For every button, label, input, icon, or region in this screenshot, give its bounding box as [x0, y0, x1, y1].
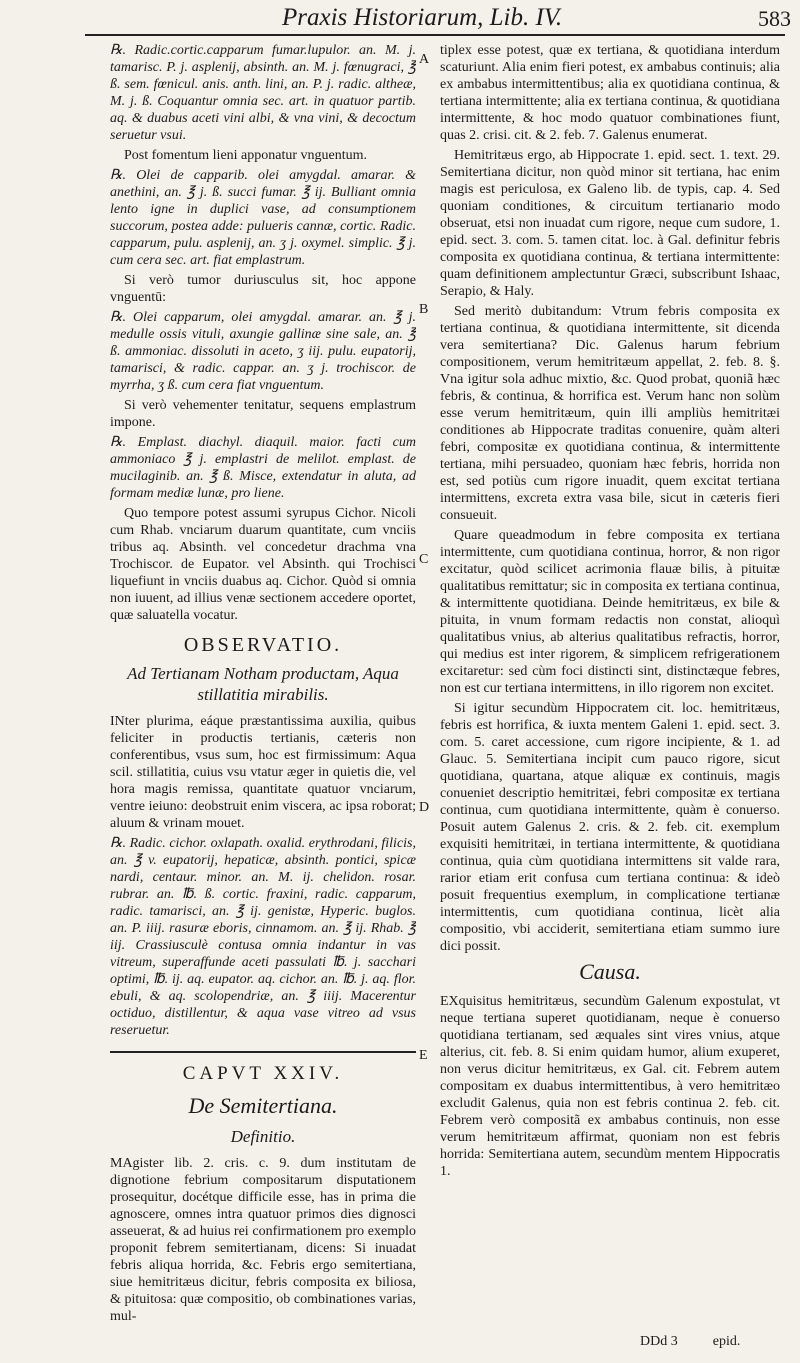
recipe-paragraph: ℞. Radic. cichor. oxlapath. oxalid. erythrodani, filicis, an. ℥ v. eupatorij, hepaticæ, absinth. pontici, spicæ nardi, centaur. minor. an. M. ij. chelidon. rosar. rubrar. an. ℔. ß. cortic. fraxini, radic. capparum, radic. tamarisci, an. ℥ ij. genistæ, Hyperic. buglos. an. P. iiij. rasuræ eboris, cinnamom. an. ℥ ij. Rhab. ℥ iij. Crassiusculè contusa omnia indantur in vas vitreum, superaffunde aceti passulati ℔. j. sacchari optimi, ℔. ij. aq. eupator. aq. cichor. an. ℔. j. aq. flor. ebuli, & aq. scolopendriæ, an. ℥ iiij. Macerentur octiduo, distillentur, & aqua vase vitreo ad vsus reseruetur.	[110, 836, 416, 1038]
text-paragraph: Quare queadmodum in febre composita ex tertiana intermittente, cum quotidiana continua, horror, & non rigor excitatur, quòd scilicet acrimonia flauæ bilis, à pituitæ qualitatibus remittatur; sic in composita ex tertiana continua, & intermittente quotidiana. Deinde hemitritæus, ex bile & pituita, in vnum formam redactis non constat, alioquì qualitatibus vnius, ab alterius qualitatibus refractis, horror, qui medius est inter rigorem, & simplicem refrigerationem excitaretur: sed cùm foci distincti sint, distinctæque febres, non est cur tertiana intermittens, in illo rigorem non excitet.	[440, 528, 780, 696]
margin-letter-d: D	[419, 800, 430, 815]
recipe-paragraph: ℞. Emplast. diachyl. diaquil. maior. facti cum ammoniaco ℥ j. emplastri de melilot. emplast. de mucilaginib. an. ℥ ß. Misce, extendatur in aluta, ad formam mediæ lunæ, pro liene.	[110, 435, 416, 501]
header-rule	[85, 34, 785, 36]
catchword: epid.	[712, 1334, 741, 1349]
left-column	[110, 42, 416, 1332]
margin-letter-b: B	[419, 302, 429, 317]
causa-heading: Causa.	[579, 959, 641, 984]
recipe-paragraph: ℞. Olei capparum, olei amygdal. amarar. an. ℥ j. medulle ossis vituli, axungie gallinæ sine sale, an. ℥ ß. ammoniac. dissoluti in aceto, ʒ iij. pulu. eupatorij, tamarisci, & radic. cappar. an. ʒ j. trochiscor. de myrrha, ʒ ß. cum cera fiat vnguentum.	[110, 310, 416, 393]
text-paragraph: Sed meritò dubitandum: Vtrum febris composita ex tertiana continua, & quotidiana intermittente, sit dicenda vera semitertiana? Dic. Galenus harum febrium compositionem, verum hemitritæum appellat, 2. feb. 8. §. Vna igitur sola adhuc mixtio, &c. Quod probat, quoniã hæc febris, & continua, & horrifica est. Verum hanc non solùm esse verum hemitritæum, quin illi ampliùs hemitritæi conditiones ab Hippocrate traditas conuenire, quàm alteri febri, compositæ ex quotidiana continua, & intermittente tertiana, mihi persuadeo, quoniam hæc febris, horrida non est, sed potiùs cum rigore inuadit, quem excitat tertiana intermittens, excreta extra vasa bile, sicut in cæteris fieri consueuit.	[440, 304, 780, 523]
definitio-paragraph: MAgister lib. 2. cris. c. 9. dum institutam de dignotione febrium compositarum disputationem prosequitur, docétque difficile esse, has in prima die agnoscere, omnes intra quatuor primos dies dignosci asseuerat, & ad huius rei confirmationem pro exemplo proponit febrem semitertianam, dicens: Si inuadat febris aliqua horrida, &c. Febris ergo semitertiana, siue hemitritæus dicitur, febris composita ex biliosa, & pituitosa: quæ compositio, ob combinationes varias, mul-	[110, 1156, 416, 1324]
chapter-title: CAPVT XXIV.	[182, 1063, 344, 1084]
causa-paragraph: EXquisitus hemitritæus, secundùm Galenum expostulat, vt neque tertiana superet quotidianam, neque è conuerso quotidiana tertianam, sed æquales sint vires vnius, atque alterius, cit. feb. 8. Si enim quidam humor, alium exuperet, non verus dicitur hemitritæus, ex Gal. cit. Febrem autem compositam ex duabus intermittentibus, à vero hemitritæo excludit Galenus, quia non est febris continua 2. feb. cit. Febrem verò compositã ex ambabus continuis, non esse verum hemitritæum affirmat, quoniam non est febris horrida: Semitertiana autem, secundùm mentem Hippocratis 1.	[440, 994, 780, 1179]
text-paragraph: Post fomentum lieni apponatur vnguentum.	[124, 148, 368, 163]
page-number: 583	[758, 6, 791, 31]
margin-letter-a: A	[419, 52, 430, 67]
text-paragraph: Si igitur secundùm Hippocratem cit. loc. hemitritæus, febris est horrifica, & iuxta mentem Galeni 1. epid. sect. 3. com. 5. caret accessione, cum rigore incipiente, & 1. ad Glauc. 5. Semitertiana incipit cum pauco rigore, sicut quotidiana, quartana, atque aliquæ ex continuis, magis conueniet descriptio hemitritæi, febri compositæ ex tertiana continua, cum quotidiana intermittente, quàm è conuerso. Posuit autem Galenus 2. cris. & 2. feb. cit. exemplum exquisiti hemitritæi, in tertiana intermittente, & quotidiana continua, quia cùm quotidiana intermittens sit valde rara, rarior etiam erit confusa cum tertiana continua: & ideò posuit frequentius exemplum, in complicatione tertianæ intermittentis, cum quotidiana continua, licèt alia compositio, vbi acciderit, semitertiana etiam summo iure dici possit.	[440, 701, 780, 954]
text-paragraph: tiplex esse potest, quæ ex tertiana, & quotidiana interdum scaturiunt. Alia enim fieri potest, ex ambabus continuis; alia ex ambabus intermittentibus; alia ex quotidiana continua, & tertiana intermittente; alia ex tertiana continua, & quotidiana intermittente, & hoc modo quatuor combinationes fiunt, quas 2. crisi. cit. & 2. feb. 7. Galenus enumerat.	[440, 43, 780, 143]
page-header	[0, 0, 800, 40]
text-paragraph: Hemitritæus ergo, ab Hippocrate 1. epid. sect. 1. text. 29. Semitertiana dicitur, non quòd minor sit tertiana, hac enim magis est periculosa, ex Galeno lib. de typis, cap. 4. Sed quoniam conditiones, & circuitum tertianario modo obseruat, etsi non inuadat cum rigore, neque cum sudore, 1. epid. sect. 3. com. 5. tamen citat. loc. à Gal. definitur febris composita ex quotidiana continua, & tertiana intermittente: quam definitionem amplectuntur Græci, subscribunt Ishaac, Serapio, & Haly.	[440, 148, 780, 299]
observatio-subtitle: Ad Tertianam Notham productam, Aqua stillatitia mirabilis.	[127, 664, 399, 704]
text-paragraph: Si verò tumor duriusculus sit, hoc appone vnguentū:	[110, 273, 416, 305]
recipe-paragraph: ℞. Radic.cortic.capparum fumar.lupulor. an. M. j. tamarisc. P. j. asplenij, absinth. an. M. j. fœnugraci, ℥ ß. sem. fœnicul. anis. anth. lini, an. P. j. radic. altheæ, M. j. ß. Coquantur omnia sec. art. in quatuor partib. aq. & duabus aceti vini albi, & vna vini, & decoctum seruetur vsui.	[110, 43, 416, 143]
margin-letter-e: E	[419, 1048, 428, 1063]
definitio-heading: Definitio.	[230, 1127, 296, 1146]
right-column	[440, 42, 780, 1332]
running-title: Praxis Historiarum, Lib. IV.	[282, 4, 563, 31]
text-paragraph: Si verò vehementer tenitatur, sequens emplastrum impone.	[110, 398, 416, 430]
signature-mark: DDd 3	[640, 1334, 678, 1349]
margin-letter-c: C	[419, 552, 429, 567]
page-footer	[640, 1334, 740, 1350]
recipe-paragraph: ℞. Olei de capparib. olei amygdal. amarar. & anethini, an. ℥ j. ß. succi fumar. ℥ ij. Bulliant omnia lento igne in duplici vase, ad consumptionem succorum, postea adde: pulueris cannæ, cortic. Radic. capparum, pulu. asplenij, an. ʒ j. oxymel. simplic. ℥ j. cum cera sec. art. fiat emplastrum.	[110, 168, 416, 268]
observatio-paragraph: INter plurima, eáque præstantissima auxilia, quibus feliciter in productis tertianis, cæteris non conferentibus, vsus sum, hoc est firmissimum: Aqua scil. stillatitia, cuius vsu vtatur æger in quietis die, vel hora magis remissa, quantitate quatuor vnciarum, ventre ieiuno: deobstruit enim viscera, ac ipsa roborat; aluum & vrinam mouet.	[110, 714, 416, 831]
text-paragraph: Quo tempore potest assumi syrupus Cichor. Nicoli cum Rhab. vnciarum duarum quantitate, cum vnciis tribus aq. Absinth. vel concedetur drachma vna Trochiscor. de Eupator. vel Absinth. qui Trochisci liquefiunt in vnciis duabus aq. Cichor. Quòd si omnia non iuuent, ad illius venæ sectionem accedere oportet, quæ saluatella vocatur.	[110, 506, 416, 623]
chapter-rule	[110, 1051, 416, 1053]
chapter-subtitle: De Semitertiana.	[188, 1093, 338, 1118]
observatio-heading: OBSERVATIO.	[183, 634, 343, 656]
